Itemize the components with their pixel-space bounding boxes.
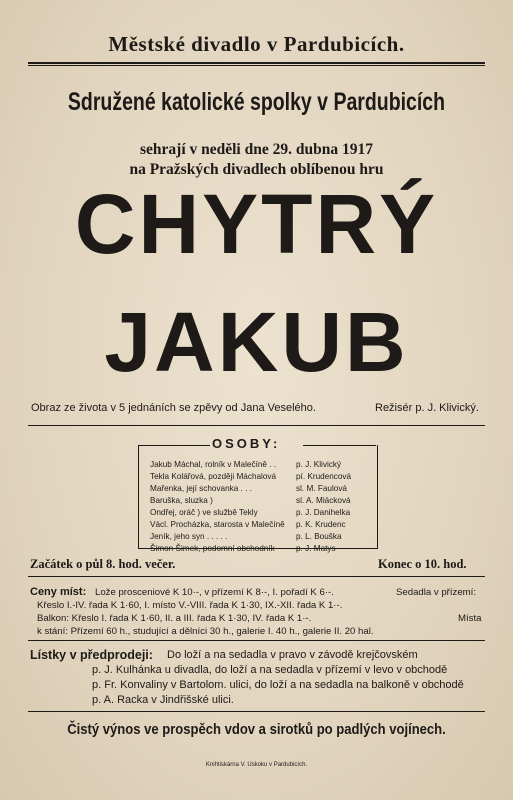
play-title-line2: JAKUB [104, 295, 409, 389]
prices-line: Místa [458, 613, 482, 624]
presale-line: Do loží a na sedadla v pravo v závodě krejčovském [167, 649, 418, 661]
prices-line: k stání: Přízemí 60 h., studující a dělníci 30 h., galerie I. 40 h., galerie II. 20 hal. [37, 626, 374, 637]
cast-actor: p. L. Bouška [296, 532, 342, 541]
divider [28, 640, 485, 641]
organizer: Sdružené katolické spolky v Pardubicích [67, 88, 446, 116]
presale-line: p. J. Kulhánka u divadla, do loží a na sedadla v přízemí v levo v obchodě [92, 664, 448, 676]
divider [28, 425, 485, 426]
play-subtitle: Obraz ze života v 5 jednáních se zpěvy od Jana Veselého. [31, 402, 316, 414]
performance-intro-line: na Pražských divadlech oblíbenou hru [129, 161, 384, 178]
divider [28, 62, 485, 64]
play-title-line1: CHYTRÝ [74, 177, 439, 271]
presale-line: p. A. Racka v Jindřišské ulici. [92, 694, 234, 706]
performance-date-line: sehrají v neděli dne 29. dubna 1917 [140, 141, 373, 158]
prices-label: Ceny míst: [30, 586, 87, 598]
divider [28, 576, 485, 577]
cast-box-border [138, 445, 210, 446]
prices-line: Lože prosceniové K 10·-, v přízemí K 8·-, I. pořadí K 6·-. [95, 587, 334, 598]
cast-actor: pí. Krudencová [296, 472, 352, 481]
cast-actor: p. K. Krudenc [296, 520, 346, 529]
cast-box-border [303, 445, 376, 446]
printer-credit: Knihtiskárna V. Uskoku v Pardubicích. [205, 762, 308, 768]
cast-role: Ondřej, oráč ) ve službě Tekly [150, 508, 258, 517]
cast-actor: p. J. Danihelka [296, 508, 351, 517]
cast-actor: p. J. Klivický [296, 460, 342, 469]
presale-line: p. Fr. Konvaliny v Bartolom. ulici, do loží a na sedadla na balkoně v obchodě [92, 679, 464, 691]
cast-role: Baruška, sluzka ) [150, 496, 213, 505]
cast-role: Šimon Šimek, podomní obchodník [150, 544, 275, 553]
divider [28, 65, 485, 66]
theater-name: Městské divadlo v Pardubicích. [108, 32, 405, 56]
cast-role: Jakub Máchal, rolník v Malečíně . . [150, 460, 277, 469]
presale-label: Lístky v předprodeji: [30, 648, 153, 662]
cast-actor: sl. A. Miácková [296, 496, 351, 505]
start-time: Začátek o půl 8. hod. večer. [30, 557, 176, 571]
prices-line: Balkon: Křeslo I. řada K 1·60, II. a III. řada K 1·30, IV. řada K 1·-. [37, 613, 312, 624]
proceeds-note: Čistý výnos ve prospěch vdov a sirotků po padlých vojínech. [67, 722, 446, 738]
cast-actor: sl. M. Faulová [296, 484, 347, 493]
director: Režisér p. J. Klivický. [375, 402, 479, 414]
cast-role: Jeník, jeho syn . . . . . [150, 532, 228, 541]
cast-role: Tekla Kolářová, později Máchalová [150, 472, 277, 481]
cast-role: Mařenka, její schovanka . . . [150, 484, 252, 493]
cast-role: Václ. Procházka, starosta v Malečíně [150, 520, 285, 529]
cast-actor: p. J. Matys [296, 544, 336, 553]
prices-line: Křeslo I.-IV. řada K 1·60, I. místo V.-VIII. řada K 1·30, IX.-XII. řada K 1·-. [37, 600, 343, 611]
divider [28, 711, 485, 712]
prices-line: Sedadla v přízemí: [396, 587, 476, 598]
end-time: Konec o 10. hod. [378, 557, 467, 571]
cast-heading: OSOBY: [212, 436, 281, 451]
